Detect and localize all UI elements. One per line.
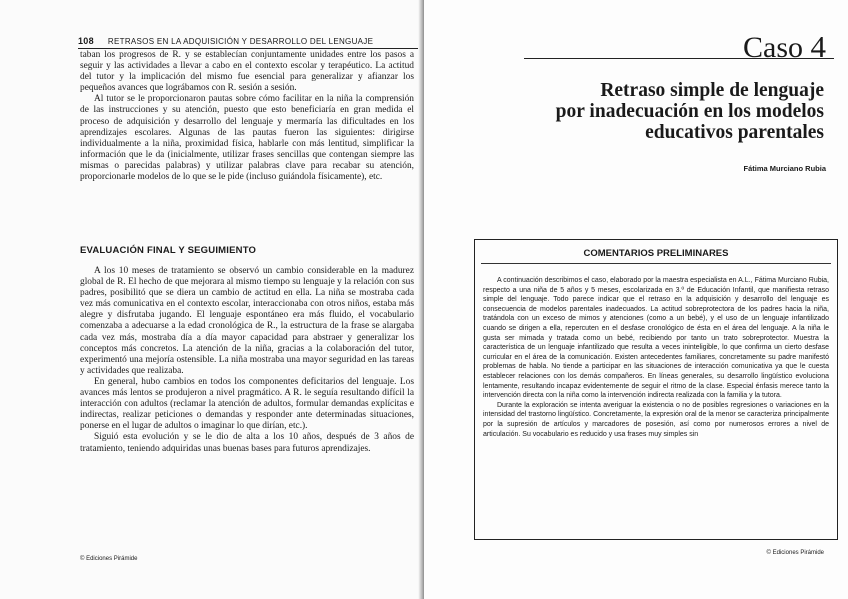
chapter-title-line: Retraso simple de lenguaje — [600, 80, 824, 101]
footer-copyright: © Ediciones Pirámide — [766, 550, 824, 556]
section-text — [80, 266, 414, 455]
case-word: Caso — [743, 31, 803, 64]
boxed-paragraph: A continuación describimos el caso, elaborado por la maestra especialista en A.L., Fátima Murciano Rubia, respecto a una niña de 5 años y 5 meses, escolarizada en 3.º de Educación Infantil, que manifiesta retraso simple del lenguaje. Todo parece indicar que el retraso en la adquisición y desarrollo del lenguaje es consecuencia de modelos parentales inadecuados. La actitud sobreprotectora de los padres hacia la niña, tratándola con un exceso de mimos y atenciones (como a un bebé), y el uso de un lenguaje infantilizado cuando se dirigen a ella, repercuten en el desfase cronológico de ésta en el área del lenguaje. A la niña le gusta ser mimada y tratada como un bebé, recibiendo por tanto un trato sobreprotector. Muestra la característica de un lenguaje infantilizado que resulta a veces ininteligible, lo que confirma un cierto desfase curricular en el área de la comunicación. Existen antecedentes familiares, concretamente su padre manifestó problemas de habla. No tiende a participar en las situaciones de interacción comunicativa ya que le cuesta establecer relaciones con los demás compañeros. En líneas generales, su desarrollo lingüístico evoluciona lentamente, resultando incapaz evidentemente de seguir el ritmo de la clase. Especial énfasis merece tanto la intervención directa con la niña como la intervención indirecta realizada con la familia y la tutora. — [483, 277, 829, 400]
boxed-heading: COMENTARIOS PRELIMINARES — [583, 248, 729, 259]
chapter-title — [494, 80, 824, 143]
body-paragraph: En general, hubo cambios en todos los componentes deficitarios del lenguaje. Los avances más lentos se produjeron a nivel pragmático. A R. le seguía resultando difícil la interacción con adultos (reclamar la atención de adultos, formular demandas explícitas e indirectas, realizar peticiones o demandas y responder ante determinadas situaciones, ponerse en el lugar de adultos o imaginar lo que dirían, etc.). — [80, 376, 414, 432]
footer-copyright: © Ediciones Pirámide — [80, 556, 138, 562]
body-paragraph: Siguió esta evolución y se le dio de alta a los 10 años, después de 3 años de tratamiento, teniendo adquiridas unas buenas bases para futuros aprendizajes. — [80, 432, 414, 454]
case-label — [743, 30, 826, 65]
boxed-text — [483, 276, 829, 439]
section-heading: EVALUACIÓN FINAL Y SEGUIMIENTO — [80, 245, 257, 256]
boxed-paragraph: Durante la exploración se intenta averiguar la existencia o no de posibles regresiones o variaciones en la intensidad del trastorno lingüístico. Concretamente, la expresión oral de la menor se caracteriza principalmente por la supresión de artículos y marcadores de posesión, así como por numerosos errores a nivel de articulación. Su vocabulario es reducido y usa frases muy simples sin — [483, 401, 829, 438]
running-head — [78, 36, 418, 49]
body-paragraph: A los 10 meses de tratamiento se observó un cambio considerable en la madurez global de R. El hecho de que mejorara al mismo tiempo su lenguaje y la relación con sus padres, posibilitó que se diera un cambio de actitud en ella. La niña se mostraba cada vez más comunicativa en el contexto escolar, interaccionaba con otros niños, estaba más alegre y disfrutaba jugando. El lenguaje espontáneo era más fluido, el vocabulario comenzaba a adecuarse a la edad cronológica de R., la estructura de la frase se alargaba cada vez más, mostraba día a día mayor capacidad para abstraer y generalizar los conceptos más concretos. La atención de la niña, gracias a la colaboración del tutor, experimentó una mejoría ostensible. La niña mostraba una mayor seguridad en las tareas y actividades que realizaba. — [80, 266, 414, 376]
right-page — [424, 0, 848, 599]
boxed-heading-rule — [481, 263, 831, 264]
preliminary-comments-box — [474, 239, 838, 540]
body-paragraph: Al tutor se le proporcionaron pautas sobre cómo facilitar en la niña la comprensión de las instrucciones y su atención, puesto que esto beneficiaría en gran medida el proceso de adquisición y desarrollo del lenguaje y mermaría las dificultades en los aprendizajes escolares. Algunas de las pautas fueron las siguientes: dirigirse individualmente a la niña, proximidad física, hablarle con más lentitud, simplificar la información que le da (inicialmente, utilizar frases sencillas que contengan siempre las mismas o parecidas palabras) y utilizar palabras clave para recabar su atención, proporcionarle modelos de lo que se le pide (incluso guiándola físicamente), etc. — [80, 94, 414, 183]
chapter-title-line: educativos parentales — [645, 122, 824, 143]
chapter-title-line: por inadecuación en los modelos — [555, 101, 824, 122]
case-number: 4 — [810, 29, 826, 64]
running-head-title: RETRASOS EN LA ADQUISICIÓN Y DESARROLLO DEL LENGUAJE — [107, 37, 374, 46]
body-paragraph: taban los progresos de R. y se establecían conjuntamente unidades entre los pasos a seguir y las actividades a llevar a cabo en el contexto escolar y terapéutico. La actitud del tutor y la implicación del mismo fue esencial para generalizar y afianzar los pequeños avances que lográbamos con R. sesión a sesión. — [80, 50, 414, 94]
intro-text — [80, 50, 414, 183]
page-number: 108 — [78, 36, 94, 46]
author-name: Fátima Murciano Rubia — [743, 164, 826, 173]
